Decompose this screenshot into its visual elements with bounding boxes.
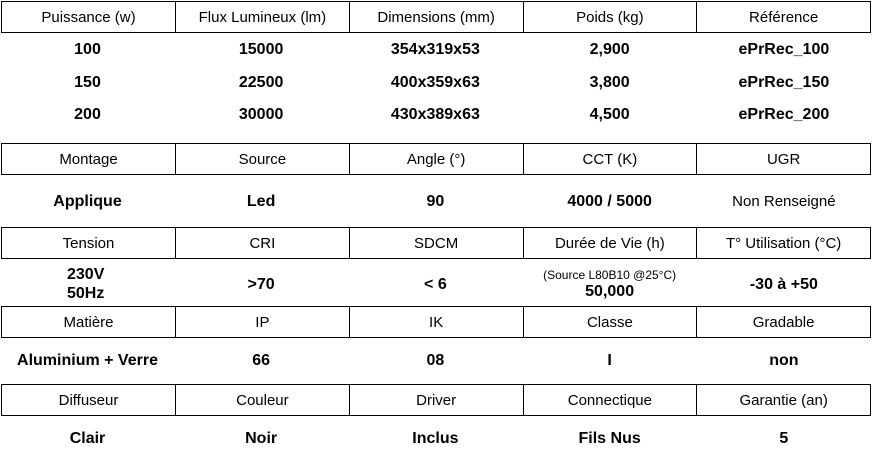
value-cell: 3,800	[589, 74, 630, 91]
header-row-1	[1, 1, 871, 33]
value-cell: -30 à +50	[749, 275, 818, 293]
value-cell: 22500	[238, 74, 284, 91]
value-cell: 30000	[238, 106, 284, 123]
header-cell: Gradable	[752, 313, 815, 331]
header-cell: Montage	[2, 144, 176, 174]
value-row	[1, 69, 871, 96]
value-cell: Noir	[245, 430, 278, 447]
header-cell: IK	[350, 307, 524, 337]
value-cell: 430x389x63	[390, 106, 480, 123]
header-cell: Matière	[2, 307, 176, 337]
header-row-2	[1, 143, 871, 175]
value-cell: 100	[74, 41, 101, 58]
value-row	[1, 185, 871, 218]
value-cell: Led	[246, 193, 276, 210]
value-row	[1, 36, 871, 63]
tension-frequency: 50Hz	[67, 285, 105, 302]
value-cell: Non Renseigné	[732, 193, 836, 210]
header-row-5	[1, 384, 871, 416]
value-row	[1, 345, 871, 376]
header-cell: Angle (°)	[350, 144, 524, 174]
duree-note: (Source L80B10 @25°C)	[543, 267, 677, 282]
value-cell: 150	[74, 74, 101, 91]
value-cell: 90	[426, 193, 445, 210]
header-cell: Flux Lumineux (lm)	[176, 2, 350, 32]
value-row	[1, 424, 871, 453]
value-cell: 4000 / 5000	[567, 193, 652, 210]
value-cell: 5	[779, 430, 789, 447]
tension-cell	[1, 262, 174, 306]
header-cell: Poids (kg)	[524, 2, 698, 32]
header-cell: Tension	[2, 228, 176, 258]
header-cell: CRI	[176, 228, 350, 258]
header-cell: Classe	[524, 307, 698, 337]
value-cell: 4,500	[589, 106, 630, 123]
value-cell: 354x319x53	[390, 41, 480, 58]
header-cell: Référence	[749, 8, 819, 26]
header-cell: SDCM	[350, 228, 524, 258]
header-cell: T° Utilisation (°C)	[725, 234, 842, 252]
value-cell: non	[769, 352, 799, 369]
tension-voltage: 230V	[67, 266, 105, 283]
value-cell: Inclus	[412, 430, 459, 447]
value-cell: Fils Nus	[578, 430, 641, 447]
value-cell: I	[607, 352, 612, 369]
header-cell: Dimensions (mm)	[350, 2, 524, 32]
value-cell: < 6	[424, 275, 447, 293]
value-cell: 200	[74, 106, 101, 123]
value-cell: 2,900	[589, 41, 630, 58]
value-cell: 15000	[238, 41, 284, 58]
header-cell: Diffuseur	[2, 385, 176, 415]
value-row	[1, 262, 871, 306]
header-cell: IP	[176, 307, 350, 337]
value-cell: ePrRec_100	[738, 41, 830, 58]
header-cell: Puissance (w)	[2, 2, 176, 32]
header-row-3	[1, 227, 871, 259]
header-cell: Couleur	[176, 385, 350, 415]
duree-value: 50,000	[585, 282, 635, 300]
value-cell: 400x359x63	[390, 74, 480, 91]
header-cell: Durée de Vie (h)	[524, 228, 698, 258]
value-cell: ePrRec_150	[738, 74, 830, 91]
header-row-4	[1, 306, 871, 338]
value-cell: Aluminium + Verre	[17, 352, 158, 369]
value-cell: ePrRec_200	[738, 106, 830, 123]
header-cell: Connectique	[524, 385, 698, 415]
value-cell: Clair	[69, 430, 106, 447]
value-row	[1, 101, 871, 128]
header-cell: Garantie (an)	[739, 391, 828, 409]
value-cell: 08	[426, 352, 445, 369]
header-cell: Driver	[350, 385, 524, 415]
value-cell: >70	[247, 275, 275, 293]
header-cell: Source	[176, 144, 350, 174]
header-cell: CCT (K)	[524, 144, 698, 174]
duree-cell	[523, 262, 697, 306]
value-cell: 66	[252, 352, 271, 369]
header-cell: UGR	[766, 150, 801, 168]
value-cell: Applique	[53, 193, 122, 210]
